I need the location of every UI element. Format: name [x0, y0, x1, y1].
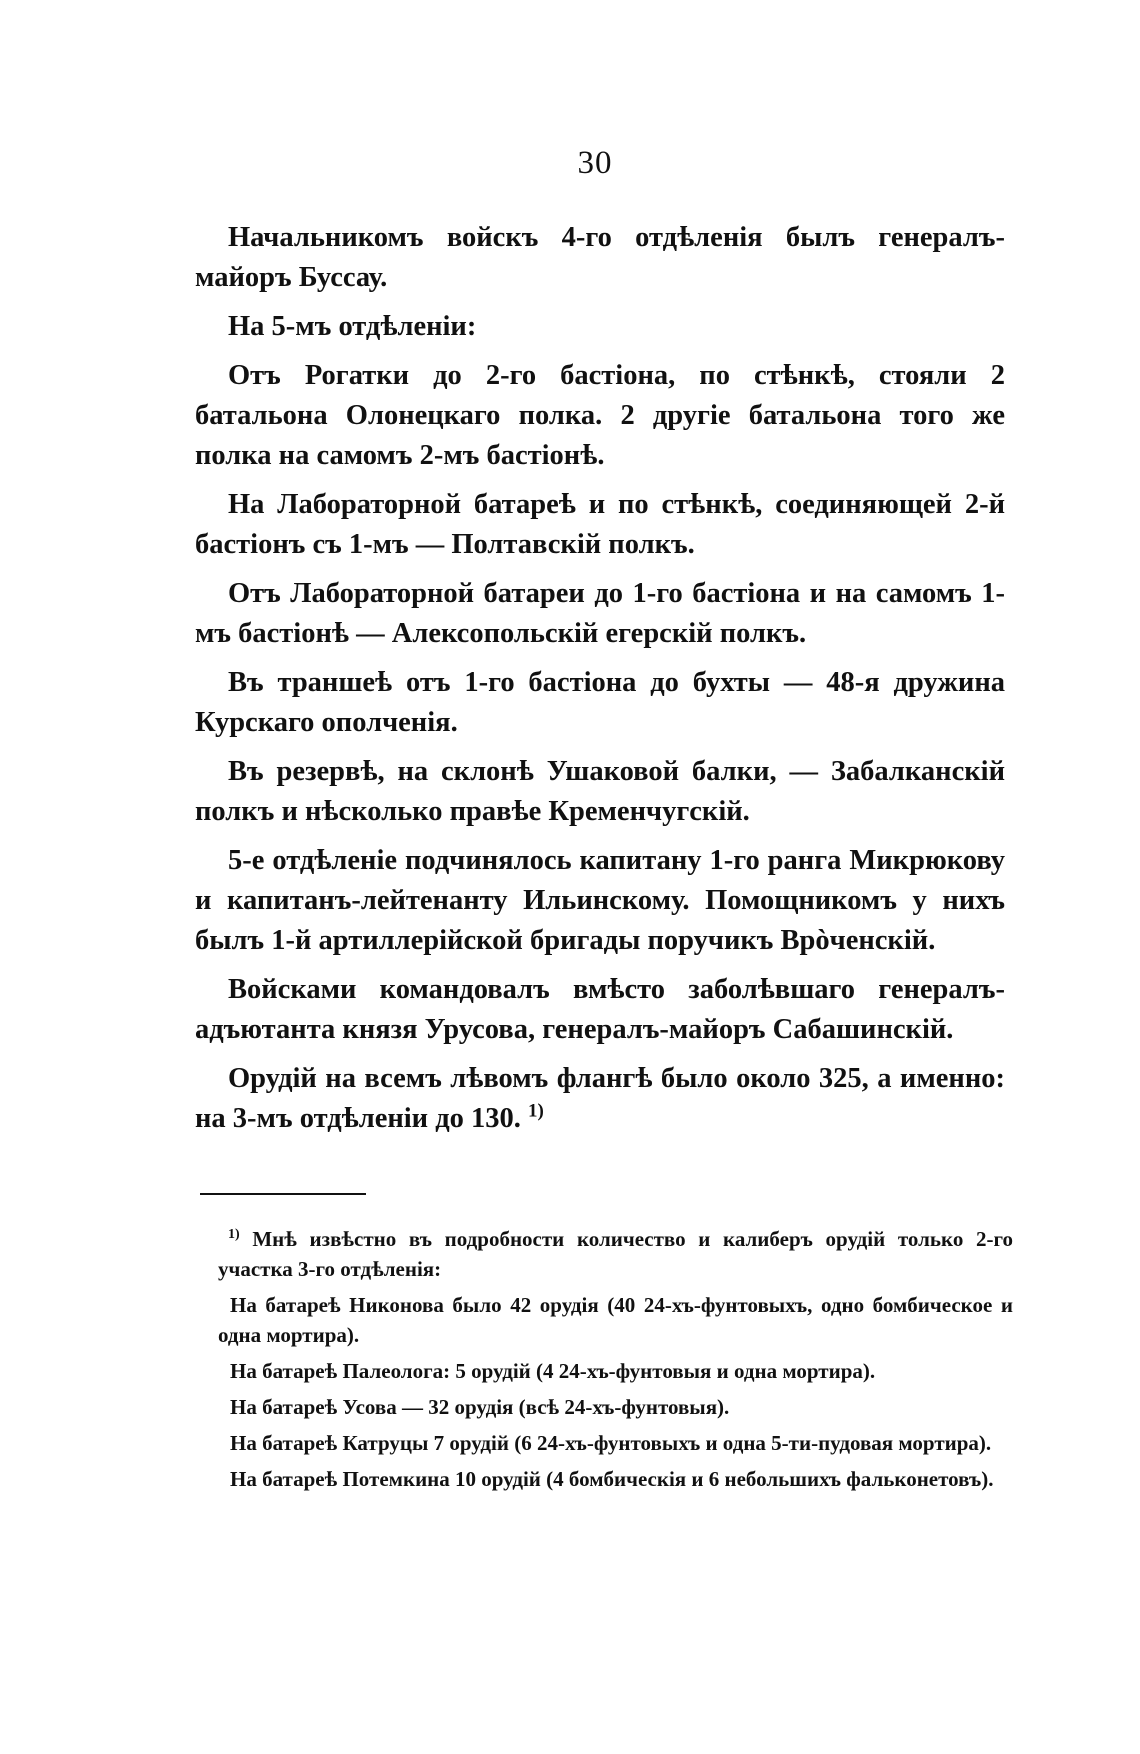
- paragraph-last: [195, 1059, 1005, 1139]
- footnote-intro: [218, 1224, 1013, 1284]
- page-number: 30: [577, 145, 613, 181]
- footnote-marker: 1): [228, 1227, 240, 1242]
- footnote-item: На батареѣ Никонова было 42 орудія (40 24-хъ-фунтовыхъ, одно бомбическое и одна мортира).: [218, 1293, 1013, 1347]
- paragraph: Отъ Рогатки до 2-го бастіона, по стѣнкѣ, стояли 2 батальона Олонецкаго полка. 2 другіе батальона того же полка на самомъ 2-мъ бастіонѣ.: [195, 360, 1005, 471]
- footnotes: [218, 1224, 1013, 1500]
- paragraph: Отъ Лабораторной батареи до 1-го бастіона и на самомъ 1-мъ бастіонѣ — Алексопольскій егерскій полкъ.: [195, 578, 1005, 649]
- paragraph-last-text: Орудій на всемъ лѣвомъ флангѣ было около 325, а именно: на 3-мъ отдѣленіи до 130.: [195, 1063, 1005, 1134]
- paragraph: Въ траншеѣ отъ 1-го бастіона до бухты — 48-я дружина Курскаго ополченія.: [195, 667, 1005, 738]
- paragraph: На Лабораторной батареѣ и по стѣнкѣ, соединяющей 2-й бастіонъ съ 1-мъ — Полтавскій полкъ.: [195, 489, 1005, 560]
- main-text: [195, 218, 1005, 1148]
- footnote-reference[interactable]: 1): [528, 1100, 544, 1122]
- paragraph: На 5-мъ отдѣленіи:: [228, 311, 477, 342]
- paragraph: Начальникомъ войскъ 4-го отдѣленія былъ генералъ-майоръ Буссау.: [195, 222, 1005, 293]
- footnote-divider: [200, 1193, 366, 1195]
- footnote-item: На батареѣ Потемкина 10 орудій (4 бомбическія и 6 небольшихъ фальконетовъ).: [230, 1467, 994, 1491]
- paragraph: 5-е отдѣленіе подчинялось капитану 1-го ранга Микрюкову и капитанъ-лейтенанту Ильинскому. Помощникомъ у нихъ былъ 1-й артиллерійской бригады поручикъ Врòченскій.: [195, 845, 1005, 956]
- footnote-item: На батареѣ Катруцы 7 орудій (6 24-хъ-фунтовыхъ и одна 5-ти-пудовая мортира).: [230, 1431, 992, 1455]
- paragraph: Войсками командовалъ вмѣсто заболѣвшаго генералъ-адъютанта князя Урусова, генералъ-майоръ Сабашинскій.: [195, 974, 1005, 1045]
- footnote-intro-text: Мнѣ извѣстно въ подробности количество и калиберъ орудій только 2-го участка 3-го отдѣленія:: [218, 1227, 1013, 1281]
- paragraph: Въ резервѣ, на склонѣ Ушаковой балки, — Забалканскій полкъ и нѣсколько правѣе Кременчугскій.: [195, 756, 1005, 827]
- footnote-item: На батареѣ Палеолога: 5 орудій (4 24-хъ-фунтовыя и одна мортира).: [230, 1359, 876, 1383]
- footnote-item: На батареѣ Усова — 32 орудія (всѣ 24-хъ-фунтовыя).: [230, 1395, 730, 1419]
